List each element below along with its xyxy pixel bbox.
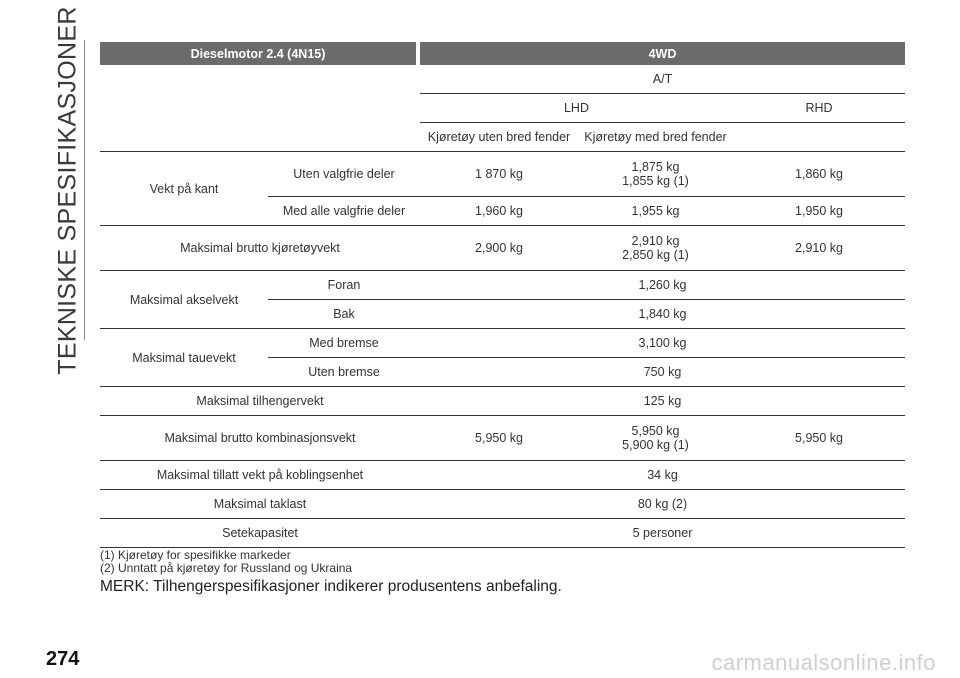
table-row xyxy=(100,387,905,416)
subheader-with-fender: Kjøretøy med bred fender xyxy=(578,123,733,152)
subheader-rhd: RHD xyxy=(733,94,905,123)
row-label-gross-weight: Maksimal brutto kjøretøyvekt xyxy=(100,226,420,271)
subheader-lhd: LHD xyxy=(420,94,733,123)
table-row xyxy=(100,519,905,548)
table-row xyxy=(100,65,905,94)
row-label-combination: Maksimal brutto kombinasjonsvekt xyxy=(100,416,420,461)
cell-value: 3,100 kg xyxy=(420,329,905,358)
row-sublabel: Bak xyxy=(268,300,420,329)
row-sublabel: Uten valgfrie deler xyxy=(268,152,420,197)
watermark-text: carmanualsonline.info xyxy=(711,650,936,675)
spec-table xyxy=(100,42,905,548)
table-header-row xyxy=(100,42,905,65)
row-label-axle: Maksimal akselvekt xyxy=(100,271,268,329)
table-row xyxy=(100,490,905,519)
cell-value: 2,900 kg xyxy=(420,226,578,271)
cell-value: 5,950 kg 5,900 kg (1) xyxy=(578,416,733,461)
table-row xyxy=(100,226,905,271)
cell-value: 125 kg xyxy=(420,387,905,416)
cell-value: 5,950 kg xyxy=(420,416,578,461)
cell-value: 1,875 kg 1,855 kg (1) xyxy=(578,152,733,197)
cell-value: 750 kg xyxy=(420,358,905,387)
cell-value: 1 870 kg xyxy=(420,152,578,197)
cell-value: 2,910 kg 2,850 kg (1) xyxy=(578,226,733,271)
side-chapter-title xyxy=(48,5,88,375)
cell-value: 1,260 kg xyxy=(420,271,905,300)
table-row xyxy=(100,416,905,461)
cell-value: 1,950 kg xyxy=(733,197,905,226)
table-row xyxy=(100,329,905,358)
row-sublabel: Med bremse xyxy=(268,329,420,358)
table-row xyxy=(100,271,905,300)
side-chapter-title-text: TEKNISKE SPESIFIKASJONER xyxy=(53,5,82,375)
row-sublabel: Foran xyxy=(268,271,420,300)
cell-value: 5 personer xyxy=(420,519,905,548)
row-label-trailer: Maksimal tilhengervekt xyxy=(100,387,420,416)
page-number: 274 xyxy=(46,648,80,670)
footnote-2: (2) Unntatt på kjøretøy for Russland og Ukraina xyxy=(100,561,353,575)
table-row xyxy=(100,152,905,197)
subheader-no-fender: Kjøretøy uten bred fender xyxy=(420,123,578,152)
cell-value: 1,960 kg xyxy=(420,197,578,226)
subheader-transmission: A/T xyxy=(420,65,905,94)
cell-value: 1,840 kg xyxy=(420,300,905,329)
row-label-curb-weight: Vekt på kant xyxy=(100,152,268,226)
header-engine: Dieselmotor 2.4 (4N15) xyxy=(100,42,416,65)
cell-value: 2,910 kg xyxy=(733,226,905,271)
row-label-coupling: Maksimal tillatt vekt på koblingsenhet xyxy=(100,461,420,490)
row-label-roof: Maksimal taklast xyxy=(100,490,420,519)
cell-value: 1,955 kg xyxy=(578,197,733,226)
table-row xyxy=(100,123,905,152)
footnote-1: (1) Kjøretøy for spesifikke markeder xyxy=(100,548,291,562)
cell-value: 80 kg (2) xyxy=(420,490,905,519)
side-divider xyxy=(84,40,85,340)
table-row xyxy=(100,461,905,490)
row-sublabel: Uten bremse xyxy=(268,358,420,387)
cell-value: 5,950 kg xyxy=(733,416,905,461)
row-label-towing: Maksimal tauevekt xyxy=(100,329,268,387)
row-label-seats: Setekapasitet xyxy=(100,519,420,548)
row-sublabel: Med alle valgfrie deler xyxy=(268,197,420,226)
table-row xyxy=(100,94,905,123)
note-text: MERK: Tilhengerspesifikasjoner indikerer produsentens anbefaling. xyxy=(100,578,562,595)
cell-value: 1,860 kg xyxy=(733,152,905,197)
cell-value: 34 kg xyxy=(420,461,905,490)
header-drive: 4WD xyxy=(420,42,905,65)
